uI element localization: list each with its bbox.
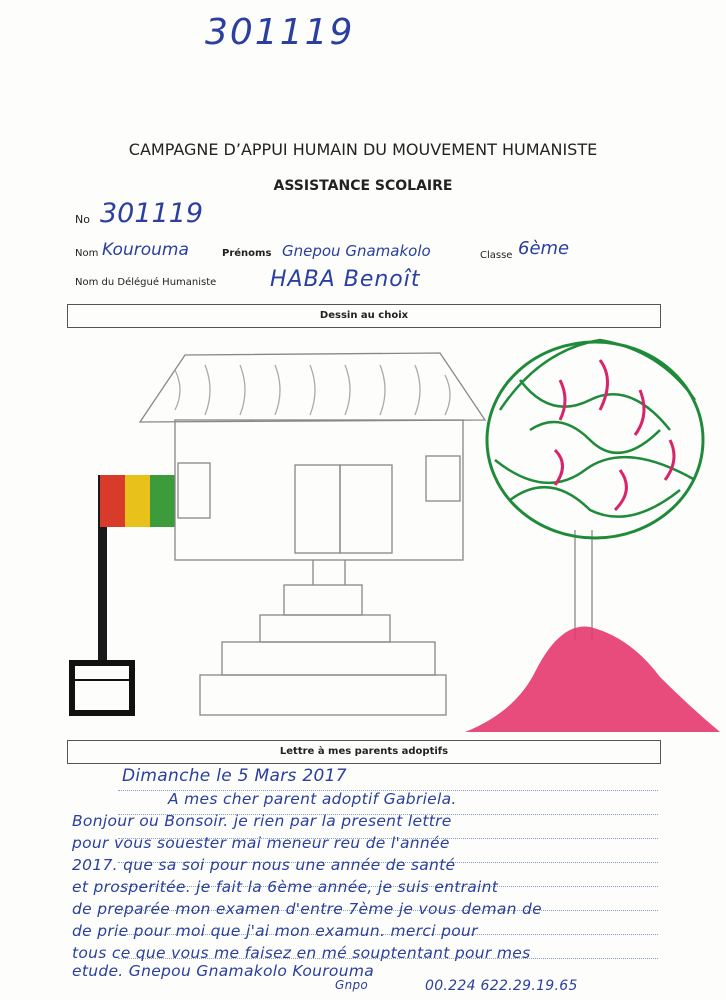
number-label: No [75, 213, 90, 226]
reference-number-top: 301119 [205, 12, 355, 53]
letter-line-2: A mes cher parent adoptif Gabriela. [168, 790, 457, 808]
tree-drawing [465, 340, 720, 732]
letter-line-9: tous ce que vous me faisez en mé souptentant pour mes [72, 944, 531, 962]
organization-title: CAMPAGNE D’APPUI HUMAIN DU MOUVEMENT HUMANISTE [128, 140, 598, 159]
letter-line-6: et prosperitée. je fait la 6ème année, je suis entraint [72, 878, 499, 896]
first-names-value: Gnepou Gnamakolo [282, 242, 431, 260]
flag-drawing [72, 475, 175, 713]
letter-line-5: 2017. que sa soi pour nous une année de santé [72, 856, 456, 874]
class-value: 6ème [518, 238, 570, 259]
letter-section-header: Lettre à mes parents adoptifs [67, 740, 661, 764]
number-value: 301119 [100, 198, 204, 229]
delegate-label: Nom du Délégué Humaniste [75, 277, 217, 288]
delegate-value: HABA Benoît [270, 267, 421, 292]
class-label: Classe [480, 250, 513, 261]
letter-line-4: pour vous souester mai meneur reu de l'année [72, 834, 450, 852]
surname-label: Nom [75, 248, 99, 259]
form-subtitle: ASSISTANCE SCOLAIRE [273, 178, 453, 194]
letter-signature: Gnpo [335, 978, 369, 992]
drawing-section-header: Dessin au choix [67, 304, 661, 328]
letter-line-8: de prie pour moi que j'ai mon examun. merci pour [72, 922, 478, 940]
surname-value: Kouroumа [102, 240, 189, 260]
house-drawing [140, 353, 485, 715]
letter-phone: 00.224 622.29.19.65 [425, 978, 578, 994]
first-names-label: Prénoms [222, 248, 272, 259]
letter-line-3: Bonjour ou Bonsoir. je rien par la present lettre [72, 812, 452, 830]
letter-line-10: etude. Gnepou Gnamakolo Kouroumа [72, 962, 375, 980]
letter-line-7: de preparée mon examen d'entre 7ème je vous deman de [72, 900, 542, 918]
child-drawing [0, 320, 726, 740]
letter-line-1: Dimanche le 5 Mars 2017 [122, 766, 347, 786]
